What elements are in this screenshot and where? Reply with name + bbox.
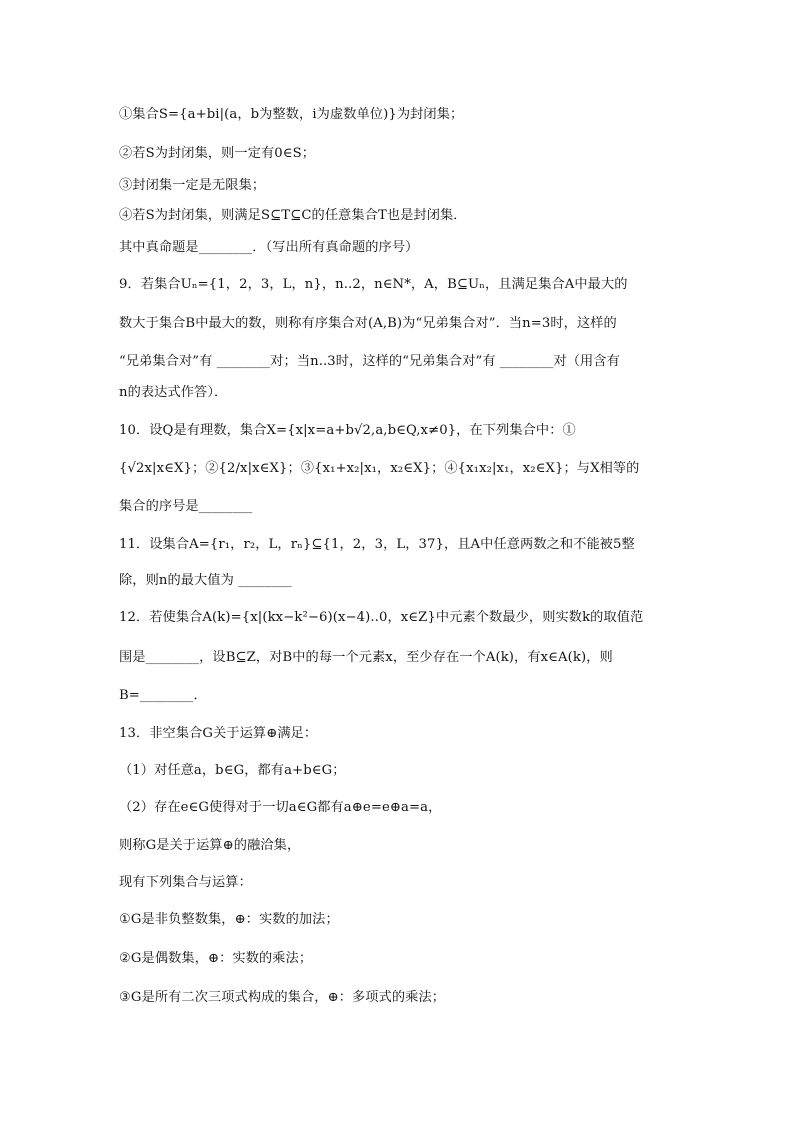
text-line: 现有下列集合与运算： bbox=[119, 875, 252, 890]
text-line: （1）对任意a，b∈G，都有a+b∈G； bbox=[119, 763, 346, 778]
text-line: 13．非空集合G关于运算⊕满足： bbox=[119, 726, 318, 741]
text-line: ③G是所有二次三项式构成的集合，⊕：多项式的乘法； bbox=[119, 990, 446, 1005]
text-line: {√2x|x∈X}；②{2/x|x∈X}；③{x₁+x₂|x₁，x₂∈X}；④{x₁x₂|x₁，x₂∈X}；与X相等的 bbox=[119, 461, 640, 476]
text-line: ①G是非负整数集，⊕：实数的加法； bbox=[119, 912, 339, 927]
text-line: 12．若使集合A(k)={x|(kx−k²−6)(x−4)..0，x∈Z}中元素个数最少，则实数k的取值范 bbox=[119, 610, 644, 625]
text-line: 则称G是关于运算⊕的融洽集， bbox=[119, 838, 301, 853]
text-line: 除，则n的最大值为 ________ bbox=[119, 573, 292, 588]
text-line: 11．设集合A={r₁，r₂，L，rₙ}⊆{1，2，3，L，37}，且A中任意两数之和不能被5整 bbox=[119, 537, 635, 552]
text-line: 集合的序号是________ bbox=[119, 499, 253, 514]
text-line: 数大于集合B中最大的数，则称有序集合对(A,B)为“兄弟集合对”．当n=3时，这样的 bbox=[119, 316, 617, 331]
text-line: ③封闭集一定是无限集； bbox=[119, 178, 266, 193]
text-line: ②若S为封闭集，则一定有0∈S； bbox=[119, 146, 316, 161]
text-line: 10．设Q是有理数，集合X={x|x=a+b√2,a,b∈Q,x≠0}，在下列集合中：① bbox=[119, 423, 576, 438]
text-line: ②G是偶数集，⊕：实数的乘法； bbox=[119, 951, 313, 966]
text-line: 其中真命题是________．（写出所有真命题的序号） bbox=[119, 240, 419, 255]
text-line: B=________． bbox=[119, 688, 207, 703]
text-line: 围是________，设B⊆Z，对B中的每一个元素x，至少存在一个A(k)，有x∈A(k)，则 bbox=[119, 650, 613, 665]
text-line: n的表达式作答）． bbox=[119, 385, 228, 400]
text-line: “兄弟集合对”有 ________对；当n..3时，这样的“兄弟集合对”有 ________对（用含有 bbox=[119, 354, 620, 369]
text-line: （2）存在e∈G使得对于一切a∈G都有a⊕e=e⊕a=a， bbox=[119, 800, 442, 815]
text-line: ④若S为封闭集，则满足S⊆T⊆C的任意集合T也是封闭集． bbox=[119, 208, 467, 223]
text-line: ①集合S={a+bi|(a，b为整数，i为虚数单位)}为封闭集； bbox=[119, 107, 464, 122]
text-line: 9．若集合Uₙ={1，2，3，L，n}，n..2，n∈N*，A，B⊆Uₙ，且满足集合A中最大的 bbox=[119, 277, 628, 292]
